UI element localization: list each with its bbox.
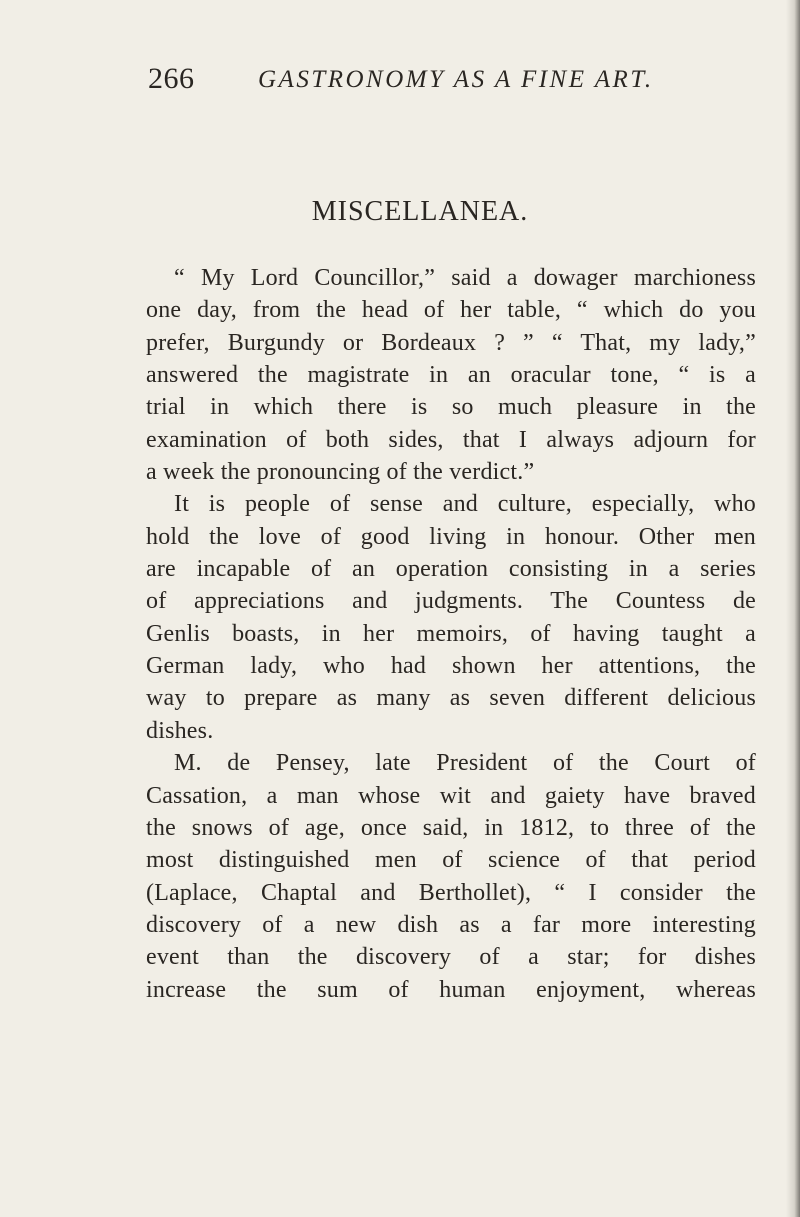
text-line: answered the magistrate in an oracular tone, “ is a	[146, 362, 756, 389]
text-line: a week the pronouncing of the verdict.”	[146, 459, 535, 486]
text-line: Cassation, a man whose wit and gaiety have braved	[146, 782, 756, 809]
text-line: prefer, Burgundy or Bordeaux ? ” “ That, my lady,”	[146, 329, 756, 356]
text-line: increase the sum of human enjoyment, whereas	[146, 976, 756, 1003]
text-line: dishes.	[146, 717, 214, 744]
running-head	[148, 62, 668, 102]
text-line: “ My Lord Councillor,” said a dowager marchioness	[174, 265, 756, 291]
text-line: discovery of a new dish as a far more interesting	[146, 911, 756, 938]
text-line: most distinguished men of science of that period	[146, 847, 756, 874]
page-number: 266	[148, 62, 195, 95]
text-line: of appreciations and judgments. The Countess de	[146, 588, 756, 615]
body-text	[146, 262, 756, 1006]
text-line: German lady, who had shown her attentions, the	[146, 653, 756, 680]
text-line: M. de Pensey, late President of the Court of	[174, 750, 756, 777]
page-edge-shadow	[786, 0, 800, 1217]
text-line: way to prepare as many as seven different delicious	[146, 685, 756, 712]
text-line: Genlis boasts, in her memoirs, of having taught a	[146, 620, 756, 647]
text-line: trial in which there is so much pleasure in the	[146, 394, 756, 421]
text-line: the snows of age, once said, in 1812, to three of the	[146, 814, 756, 841]
running-title: GASTRONOMY AS A FINE ART.	[258, 66, 654, 93]
text-line: (Laplace, Chaptal and Berthollet), “ I consider the	[146, 879, 756, 906]
text-line: one day, from the head of her table, “ which do you	[146, 297, 756, 324]
section-heading: MISCELLANEA.	[311, 196, 529, 227]
text-line: hold the love of good living in honour. Other men	[146, 523, 756, 550]
text-line: It is people of sense and culture, especially, who	[174, 491, 756, 518]
text-line: are incapable of an operation consisting in a series	[146, 556, 756, 583]
text-line: event than the discovery of a star; for dishes	[146, 944, 756, 971]
text-line: examination of both sides, that I always adjourn for	[146, 426, 756, 453]
